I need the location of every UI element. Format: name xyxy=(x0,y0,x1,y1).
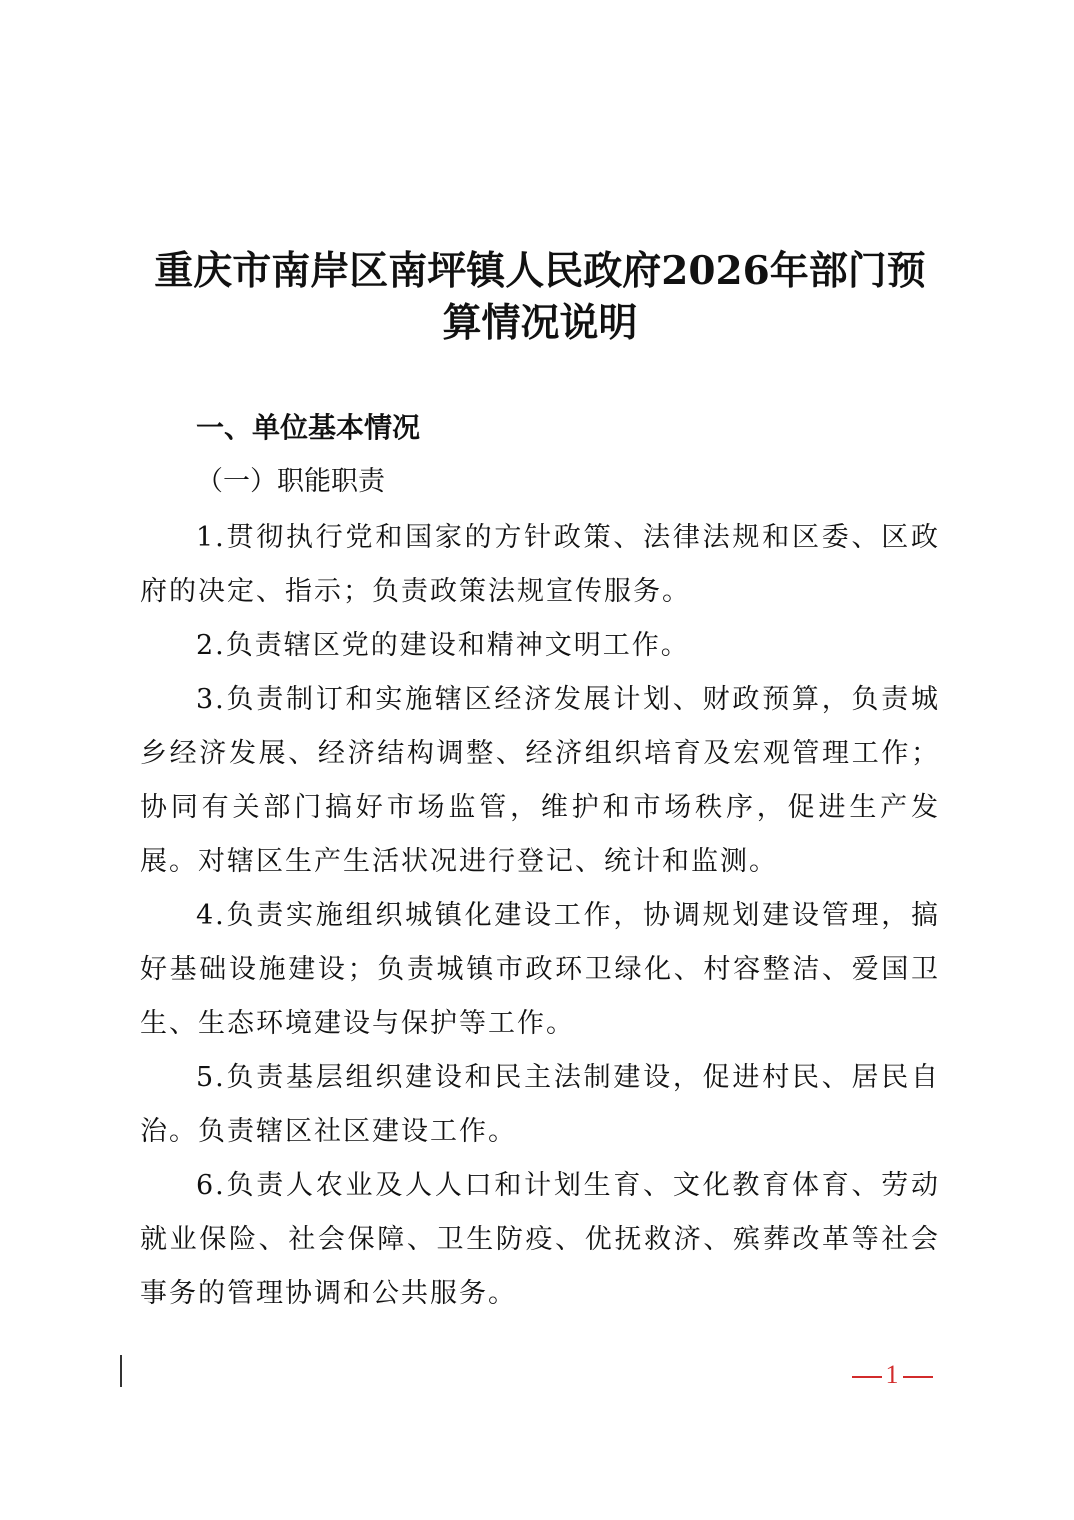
paragraph-2: 2.负责辖区党的建设和精神文明工作。 xyxy=(196,630,690,661)
document-title-line-1: 重庆市南岸区南坪镇人民政府2026年部门预 xyxy=(154,248,926,294)
page-number-left-dash xyxy=(852,1376,882,1378)
paragraph-5: 5.负责基层组织建设和民主法制建设，促进村民、居民自治。负责辖区社区建设工作。 xyxy=(140,1062,940,1147)
page-number-right-dash xyxy=(903,1376,933,1378)
paragraph-1: 1.贯彻执行党和国家的方针政策、法律法规和区委、区政府的决定、指示；负责政策法规宣传服务。 xyxy=(140,522,940,607)
paragraph-6: 6.负责人农业及人人口和计划生育、文化教育体育、劳动就业保险、社会保障、卫生防疫、优抚救济、殡葬改革等社会事务的管理协调和公共服务。 xyxy=(140,1170,940,1309)
section-heading: 一、单位基本情况 xyxy=(196,411,421,444)
paragraph-4: 4.负责实施组织城镇化建设工作，协调规划建设管理，搞好基础设施建设；负责城镇市政环卫绿化、村容整洁、爱国卫生、生态环境建设与保护等工作。 xyxy=(140,900,940,1039)
document-title-line-2: 算情况说明 xyxy=(442,300,638,346)
page-number xyxy=(846,1358,938,1392)
subsection-heading: （一）职能职责 xyxy=(196,466,385,497)
page-number-value: 1 xyxy=(885,1360,899,1389)
binding-line-mark xyxy=(120,1355,122,1387)
paragraph-3: 3.负责制订和实施辖区经济发展计划、财政预算，负责城乡经济发展、经济结构调整、经济组织培育及宏观管理工作；协同有关部门搞好市场监管，维护和市场秩序，促进生产发展。对辖区生产生活状况进行登记、统计和监测。 xyxy=(140,684,940,877)
